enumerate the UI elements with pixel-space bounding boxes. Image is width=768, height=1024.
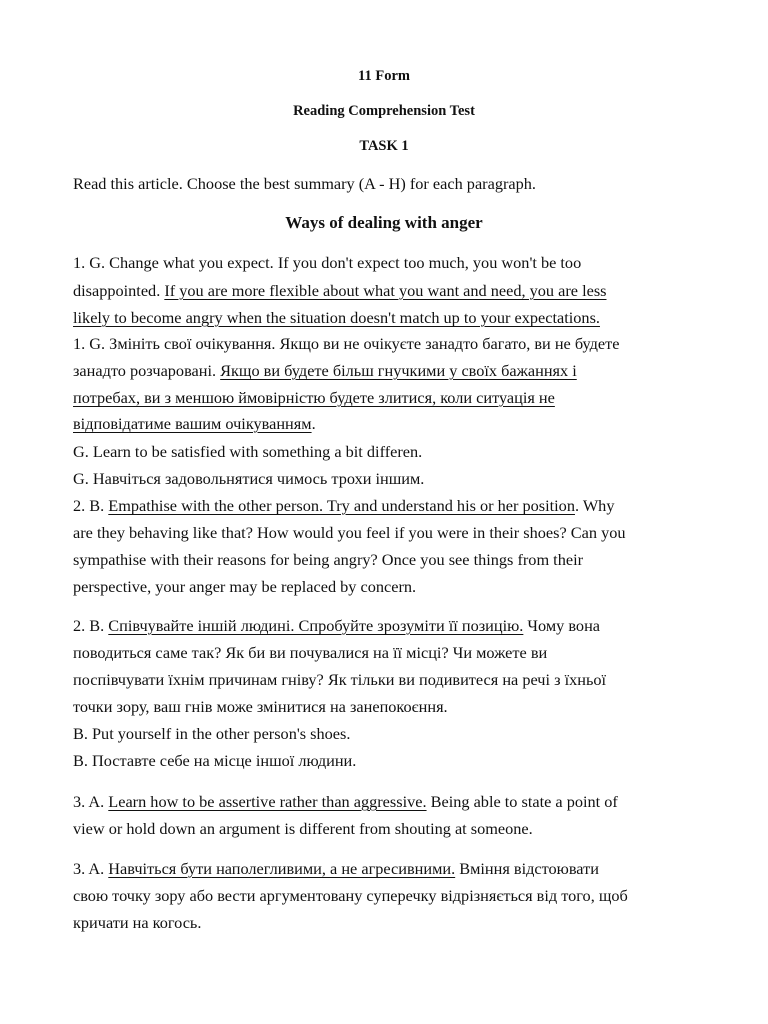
p1-uk-line-2: занадто розчаровані. Якщо ви будете більш гнучкими у своїх бажаннях і [73,361,577,380]
p1-en-line-2: disappointed. If you are more flexible about what you want and need, you are less [73,281,607,300]
p1-en-underlined: If you are more flexible about what you want and need, you are less [164,281,607,300]
p1-en-line-1: 1. G. Change what you expect. If you don't expect too much, you won't be too [73,253,582,272]
summary-b-en: B. Put yourself in the other person's shoes. [73,724,351,743]
summary-g-en: G. Learn to be satisfied with something a bit differen. [73,442,423,461]
p2-uk-line-2: поводиться саме так? Як би ви почувалися на її місці? Чи можете ви [73,643,548,662]
p3-uk-line-3: кричати на когось. [73,913,202,932]
p3-uk-line-2: свою точку зору або вести аргументовану суперечку відрізняється від того, щоб [73,886,628,905]
p2-en-line-4: perspective, your anger may be replaced by concern. [73,577,417,596]
summary-b-uk: B. Поставте себе на місце іншої людини. [73,751,357,770]
p2-en-line-2: are they behaving like that? How would you feel if you were in their shoes? Can you [73,523,626,542]
form-label: 11 Form [358,68,410,84]
article-title: Ways of dealing with anger [285,213,483,232]
p1-uk-line-4: відповідатиме вашим очікуванням. [73,414,316,433]
p2-en-line-3: sympathise with their reasons for being angry? Once you see things from their [73,550,584,569]
p3-en-line-1: 3. A. Learn how to be assertive rather than aggressive. Being able to state a point of [73,792,618,811]
p2-uk-underlined: Співчувайте іншій людині. Спробуйте зрозуміти її позицію. [108,616,524,635]
p3-en-line-2: view or hold down an argument is different from shouting at someone. [73,819,533,838]
p2-en-underlined: Empathise with the other person. Try and understand his or her position [108,496,575,515]
p2-uk-line-3: поспівчувати їхнім причинам гніву? Як тільки ви подивитеся на речі з їхньої [73,670,607,689]
p3-en-underlined: Learn how to be assertive rather than aggressive. [108,792,427,811]
p1-uk-underlined: Якщо ви будете більш гнучкими у своїх бажаннях і [220,361,577,380]
p3-uk-line-1: 3. A. Навчіться бути наполегливими, а не агресивними. Вміння відстоювати [73,859,599,878]
summary-g-uk: G. Навчіться задовольнятися чимось трохи іншим. [73,469,425,488]
p2-en-line-1: 2. B. Empathise with the other person. Try and understand his or her position. Why [73,496,615,515]
instructions: Read this article. Choose the best summary (A - H) for each paragraph. [73,174,536,193]
test-title: Reading Comprehension Test [293,103,475,119]
p2-uk-line-1: 2. B. Співчувайте іншій людині. Спробуйте зрозуміти її позицію. Чому вона [73,616,601,635]
p2-uk-line-4: точки зору, ваш гнів може змінитися на занепокоєння. [73,697,448,716]
p1-uk-line-3: потребах, ви з меншою ймовірністю будете злитися, коли ситуація не [73,388,555,407]
task-label: TASK 1 [359,138,409,154]
p1-uk-line-1: 1. G. Змініть свої очікування. Якщо ви не очікуєте занадто багато, ви не будете [73,334,620,353]
p3-uk-underlined: Навчіться бути наполегливими, а не агресивними. [108,859,456,878]
p1-en-line-3: likely to become angry when the situation doesn't match up to your expectations. [73,308,600,327]
